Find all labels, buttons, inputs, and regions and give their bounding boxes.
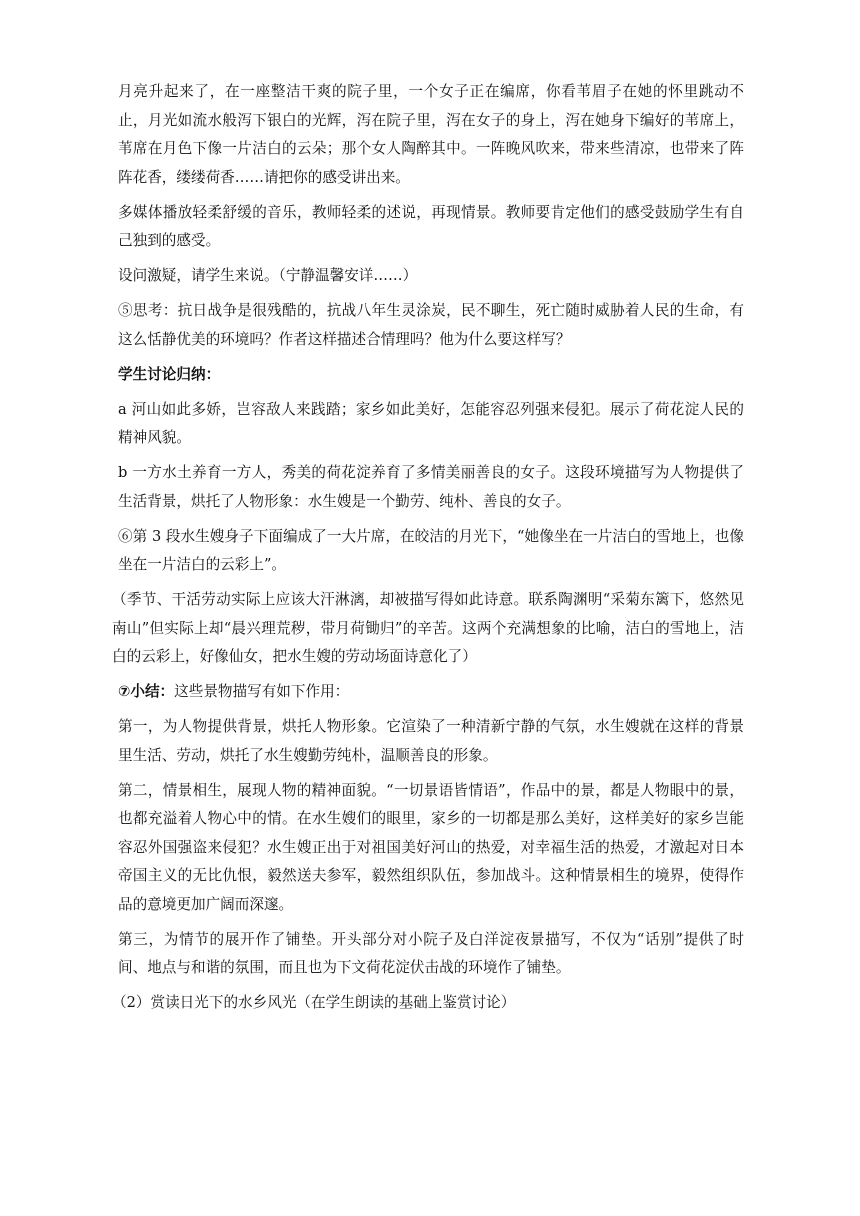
paragraph-summary-7 [118, 678, 744, 707]
paragraph-third-effect: 第三，为情节的展开作了铺垫。开头部分对小院子及白洋淀夜景描写，不仅为“话别”提供了时间、地点与和谐的氛围，而且也为下文荷花淀伏击战的环境作了铺垫。 [118, 930, 744, 976]
paragraph-first-effect: 第一，为人物提供背景，烘托人物形象。它渲染了一种清新宁静的气氛，水生嫂就在这样的背景里生活、劳动，烘托了水生嫂勤劳纯朴，温顺善良的形象。 [118, 718, 744, 764]
paragraph-question-prompt: 设问激疑，请学生来说。（宁静温馨安详……） [118, 267, 418, 284]
paragraph-discussion-heading: 学生讨论归纳： [118, 365, 221, 383]
paragraph-think-5: ⑤思考：抗日战争是很残酷的，抗战八年生灵涂炭，民不聊生，死亡随时威胁着人民的生命，有这么恬静优美的环境吗？作者这样描述合情理吗？他为什么要这样写？ [118, 302, 744, 348]
paragraph-point-b: b 一方水土养育一方人，秀美的荷花淀养育了多情美丽善良的女子。这段环境描写为人物提供了生活背景，烘托了人物形象：水生嫂是一个勤劳、纯朴、善良的女子。 [118, 464, 744, 510]
paragraph-second-effect: 第二，情景相生，展现人物的精神面貌。“一切景语皆情语”，作品中的景，都是人物眼中的景，也都充溢着人物心中的情。在水生嫂们的眼里，家乡的一切都是那么美好，这样美好的家乡岂能容忍外国强盗来侵犯？水生嫂正出于对祖国美好河山的热爱，对幸福生活的热爱，才激起对日本帝国主义的无比仇恨，毅然送夫参军，毅然组织队伍，参加战斗。这种情景相生的境界，使得作品的意境更加广阔而深邃。 [118, 781, 744, 913]
paragraph-point-6: ⑥第 3 段水生嫂身子下面编成了一大片席，在皎洁的月光下，“她像坐在一片洁白的雪地上，也像坐在一片洁白的云彩上”。 [118, 527, 744, 573]
paragraph-season-note: （季节、干活劳动实际上应该大汗淋漓，却被描写得如此诗意。联系陶渊明“采菊东篱下，悠然见南山”但实际上却“晨兴理荒秽，带月荷锄归”的辛苦。这两个充满想象的比喻，洁白的雪地上，洁白的云彩上，好像仙女，把水生嫂的劳动场面诗意化了） [112, 591, 744, 665]
paragraph-section-2-heading: （2）赏读日光下的水乡风光（在学生朗读的基础上鉴赏讨论） [112, 994, 516, 1011]
summary-text: 这些景物描写有如下作用： [174, 683, 350, 700]
paragraph-multimedia: 多媒体播放轻柔舒缓的音乐，教师轻柔的述说，再现情景。教师要肯定他们的感受鼓励学生有自己独到的感受。 [118, 203, 744, 249]
summary-label: ⑦小结： [118, 683, 175, 700]
document-page [112, 78, 744, 1024]
paragraph-moonlight-scene: 月亮升起来了，在一座整洁干爽的院子里，一个女子正在编席，你看苇眉子在她的怀里跳动不止，月光如流水般泻下银白的光辉，泻在院子里，泻在女子的身上，泻在她身下编好的苇席上，苇席在月色下像一片洁白的云朵；那个女人陶醉其中。一阵晚风吹来，带来些清凉，也带来了阵阵花香，缕缕荷香……请把你的感受讲出来。 [118, 83, 744, 186]
paragraph-point-a: a 河山如此多娇，岂容敌人来践踏；家乡如此美好，怎能容忍列强来侵犯。展示了荷花淀人民的精神风貌。 [118, 400, 744, 446]
